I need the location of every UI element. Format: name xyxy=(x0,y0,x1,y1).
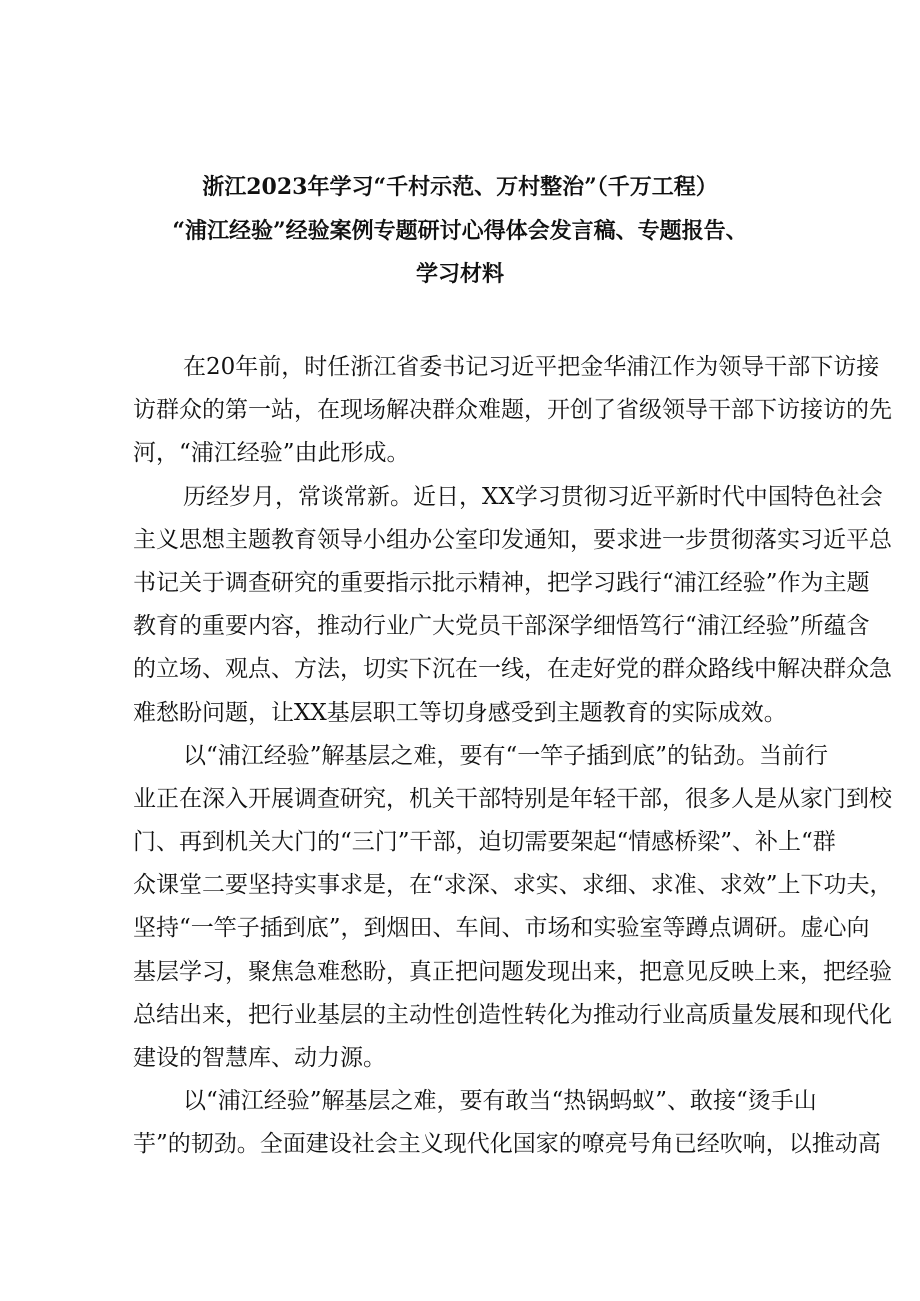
paragraph-line: 的立场、观点、方法，切实下沉在一线，在走好党的群众路线中解决群众急 xyxy=(133,656,892,683)
title-line: “浦江经验”经验案例专题研讨心得体会发言稿、专题报告、 xyxy=(172,217,748,244)
paragraph-line: 建设的智慧库、动力源。 xyxy=(133,1045,386,1071)
paragraph-line: 河，“浦江经验”由此形成。 xyxy=(133,440,410,467)
paragraph-line: 书记关于调查研究的重要指示批示精神，把学习践行“浦江经验”作为主题 xyxy=(133,569,870,596)
paragraph xyxy=(133,476,892,735)
paragraph-line: 教育的重要内容，推动行业广大党员干部深学细悟笃行“浦江经验”所蕴含 xyxy=(133,613,870,640)
paragraph-line: 业正在深入开展调查研究，机关干部特别是年轻干部，很多人是从家门到校 xyxy=(133,785,892,812)
paragraph-line: 众课堂二要坚持实事求是，在“求深、求实、求细、求准、求效”上下功夫， xyxy=(133,872,893,899)
paragraph-line: 以“浦江经验”解基层之难，要有“一竿子插到底”的钻劲。当前行 xyxy=(183,742,829,769)
paragraph xyxy=(133,735,893,1081)
title-line: 学习材料 xyxy=(415,261,504,287)
paragraph-line: 在20年前，时任浙江省委书记习近平把金华浦江作为领导干部下访接 xyxy=(183,354,880,380)
paragraph xyxy=(133,346,892,476)
paragraph-line: 难愁盼问题，让XX基层职工等切身感受到主题教育的实际成效。 xyxy=(133,699,787,726)
paragraph xyxy=(133,1080,881,1166)
paragraph-line: 访群众的第一站，在现场解决群众难题，开创了省级领导干部下访接访的先 xyxy=(133,397,892,424)
paragraph-line: 以“浦江经验”解基层之难，要有敢当“热锅蚂蚁”、敢接“烫手山 xyxy=(183,1088,817,1115)
title-line: 浙江2023年学习“千村示范、万村整治”（千万工程） xyxy=(202,174,718,200)
paragraph-line: 主义思想主题教育领导小组办公室印发通知，要求进一步贯彻落实习近平总 xyxy=(133,526,892,553)
paragraph-line: 总结出来，把行业基层的主动性创造性转化为推动行业高质量发展和现代化 xyxy=(133,1001,892,1028)
document-title xyxy=(120,166,800,297)
paragraph-line: 门、再到机关大门的“三门”干部，迫切需要架起“情感桥梁”、补上“群 xyxy=(133,829,836,856)
paragraph-line: 基层学习，聚焦急难愁盼，真正把问题发现出来，把意见反映上来，把经验 xyxy=(133,958,892,985)
document-body xyxy=(133,346,893,1167)
paragraph-line: 坚持“一竿子插到底”，到烟田、车间、市场和实验室等蹲点调研。虚心向 xyxy=(133,915,870,942)
paragraph-line: 历经岁月，常谈常新。近日，XX学习贯彻习近平新时代中国特色社会 xyxy=(183,483,883,510)
paragraph-line: 芋”的韧劲。全面建设社会主义现代化国家的嘹亮号角已经吹响，以推动高 xyxy=(133,1131,881,1158)
